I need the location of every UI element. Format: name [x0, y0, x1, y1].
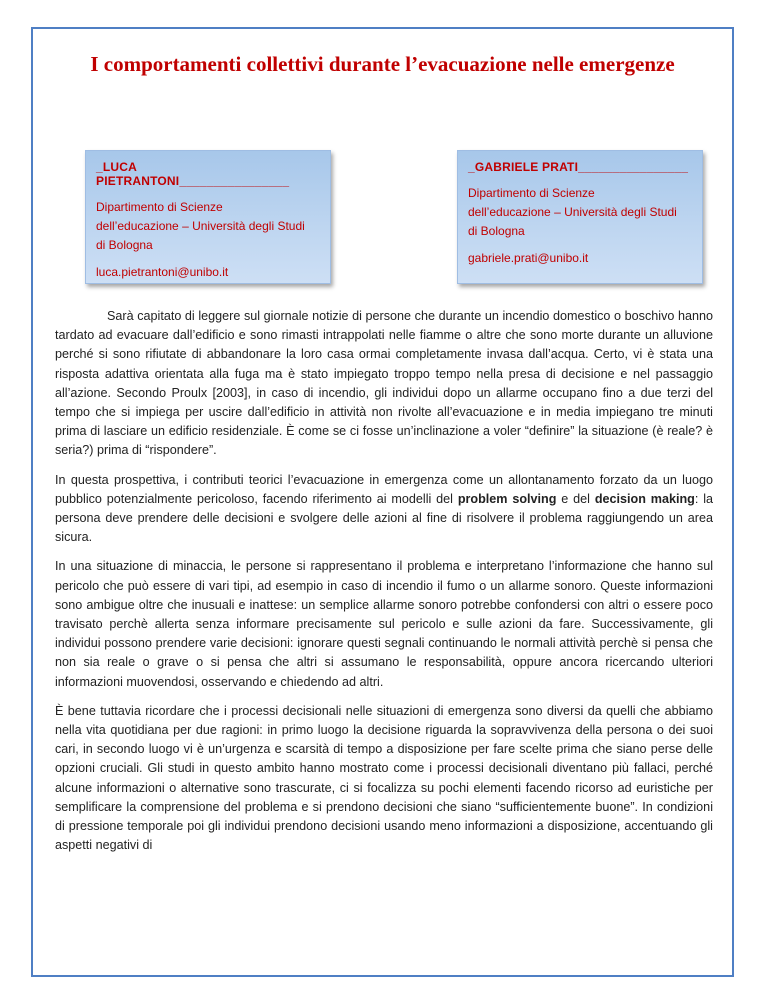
article-body	[55, 307, 713, 865]
term-problem-solving: problem solving	[457, 491, 557, 506]
paragraph-2: In questa prospettiva, i contributi teorici l’evacuazione in emergenza come un allontanamento forzato da un luogo pubblico potenzialmente pericoloso, facendo riferimento ai modelli del problem solving e del decision making: la persona deve prendere delle decisioni e svolgere delle azioni al fine di risolvere il problema raggiungendo un area sicura.	[55, 472, 713, 545]
paragraph-1: Sarà capitato di leggere sul giornale notizie di persone che durante un incendio domestico o boschivo hanno tardato ad evacuare dall’edificio e sono rimasti intrappolati nelle fiamme o altre che sono morte durante un alluvione perché si sono rifiutate di abbandonare la loro casa ormai completamente invasa dall’acqua. Certo, vi è stata una risposta adattiva orientata alla fuga ma è stato impiegato troppo tempo nella presa di decisione e nel passaggio all’azione. Secondo Proulx [2003], in caso di incendio, gli individui dopo un allarme occupano fino a due terzi del tempo che si impiega per uscire dall’edificio in attività non rivolte all’evacuazione e in media impiegano tre minuti prima di lasciare un edificio residenziale. È come se ci fosse un’inclinazione a voler “definire” la situazione (è reale? è seria?) prima di “rispondere”.	[55, 309, 713, 458]
author-affiliation: Dipartimento di Scienze dell’educazione – Università degli Studi di Bologna	[468, 186, 677, 238]
author-email[interactable]: gabriele.prati@unibo.it	[468, 251, 589, 265]
paragraph-3: In una situazione di minaccia, le persone si rappresentano il problema e interpretano l’informazione che hanno sul pericolo che può essere di vari tipi, ad esempio in caso di incendio il fumo o un allarme sonoro. Queste informazioni sono ambigue oltre che inusuali e inattese: un semplice allarme sonoro potrebbe confondersi con altri o essere poco travisato perchè allerta senza informare precisamente sul pericolo e sulle azioni da fare. Successivamente, gli individui possono prendere varie decisioni: ignorare questi segnali continuando le normali attività perchè si pensa che non sia reale o grave o si pensa che altri si assumano le responsabilità, oppure ancora ricercando ulteriori informazioni muovendosi, osservando e chiedendo ad altri.	[55, 559, 713, 689]
document-title: I comportamenti collettivi durante l’evacuazione nelle emergenze	[90, 52, 675, 76]
author-affiliation: Dipartimento di Scienze dell’educazione – Università degli Studi di Bologna	[96, 200, 305, 252]
author-name: _LUCA PIETRANTONI________________	[96, 160, 290, 188]
author-email[interactable]: luca.pietrantoni@unibo.it	[96, 265, 229, 279]
paragraph-4: È bene tuttavia ricordare che i processi decisionali nelle situazioni di emergenza sono diversi da quelli che abbiamo nella vita quotidiana per due ragioni: in primo luogo la decisione riguarda la sopravvivenza della persona o dei suoi cari, in secondo luogo vi è un’urgenza e scarsità di tempo a disposizione per fare scelte prima che siano perse delle opzioni cruciali. Gli studi in questo ambito hanno mostrato come i processi decisionali diventano più fallaci, perché alcune informazioni o alternative sono trascurate, ci si focalizza su pochi elementi facendo ricorso ad euristiche per semplificare la comprensione del problema e si prendono decisioni che siano “sufficientemente buone”. In condizioni di pressione temporale poi gli individui prendono decisioni usando meno informazioni a disposizione, accentuando gli aspetti negativi di	[55, 703, 713, 853]
author-name: _GABRIELE PRATI________________	[468, 160, 689, 174]
author-card-prati	[457, 150, 703, 284]
author-card-pietrantoni	[85, 150, 331, 284]
term-decision-making: decision making	[594, 491, 695, 506]
